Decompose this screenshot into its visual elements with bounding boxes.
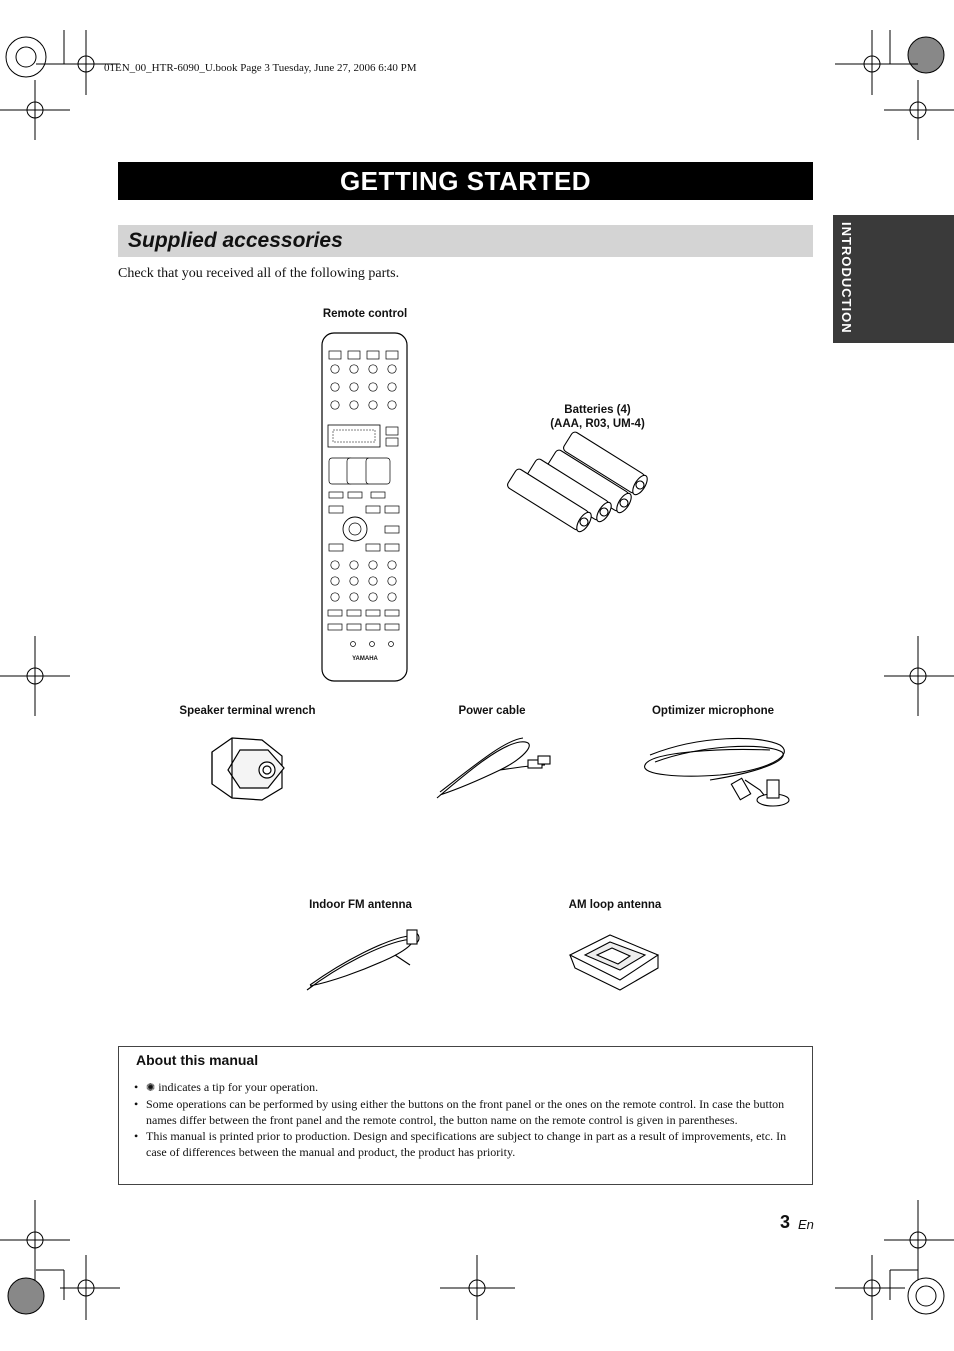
page-number: 3 (780, 1212, 791, 1232)
page-language: En (798, 1217, 814, 1232)
about-item: • Some operations can be performed by using either the buttons on the front panel or the ones on the remote control. In case the button names differ between the front panel and the remote control, the button name on the remote control is given in parentheses. (134, 1096, 799, 1128)
power-cable-label: Power cable (458, 705, 526, 717)
batteries-label-line1: Batteries (4) (564, 404, 631, 416)
batteries-label-line2: (AAA, R03, UM-4) (550, 418, 645, 430)
am-antenna-label: AM loop antenna (568, 899, 662, 911)
file-info-header: 01EN_00_HTR-6090_U.book Page 3 Tuesday, June 27, 2006 6:40 PM (104, 62, 417, 74)
fm-antenna-label: Indoor FM antenna (309, 899, 412, 911)
about-manual-list (134, 1079, 799, 1160)
about-item: • This manual is printed prior to production. Design and specifications are subject to change in part as a result of improvements, etc. In case of differences between the manual and product, the product has priority. (134, 1128, 799, 1160)
about-item-text: indicates a tip for your operation. (158, 1080, 319, 1094)
intro-text: Check that you received all of the following parts. (118, 266, 400, 281)
remote-control-label: Remote control (322, 308, 408, 320)
page-title: GETTING STARTED (118, 162, 813, 200)
about-manual-title: About this manual (136, 1052, 259, 1068)
microphone-label: Optimizer microphone (651, 705, 775, 717)
wrench-label: Speaker terminal wrench (179, 705, 316, 717)
side-tab-label: INTRODUCTION (839, 222, 854, 334)
remote-brand-logo: YAMAHA (352, 656, 378, 662)
section-heading: Supplied accessories (118, 225, 813, 257)
tip-icon: ✺ (146, 1081, 156, 1094)
about-item-tip (134, 1079, 799, 1096)
